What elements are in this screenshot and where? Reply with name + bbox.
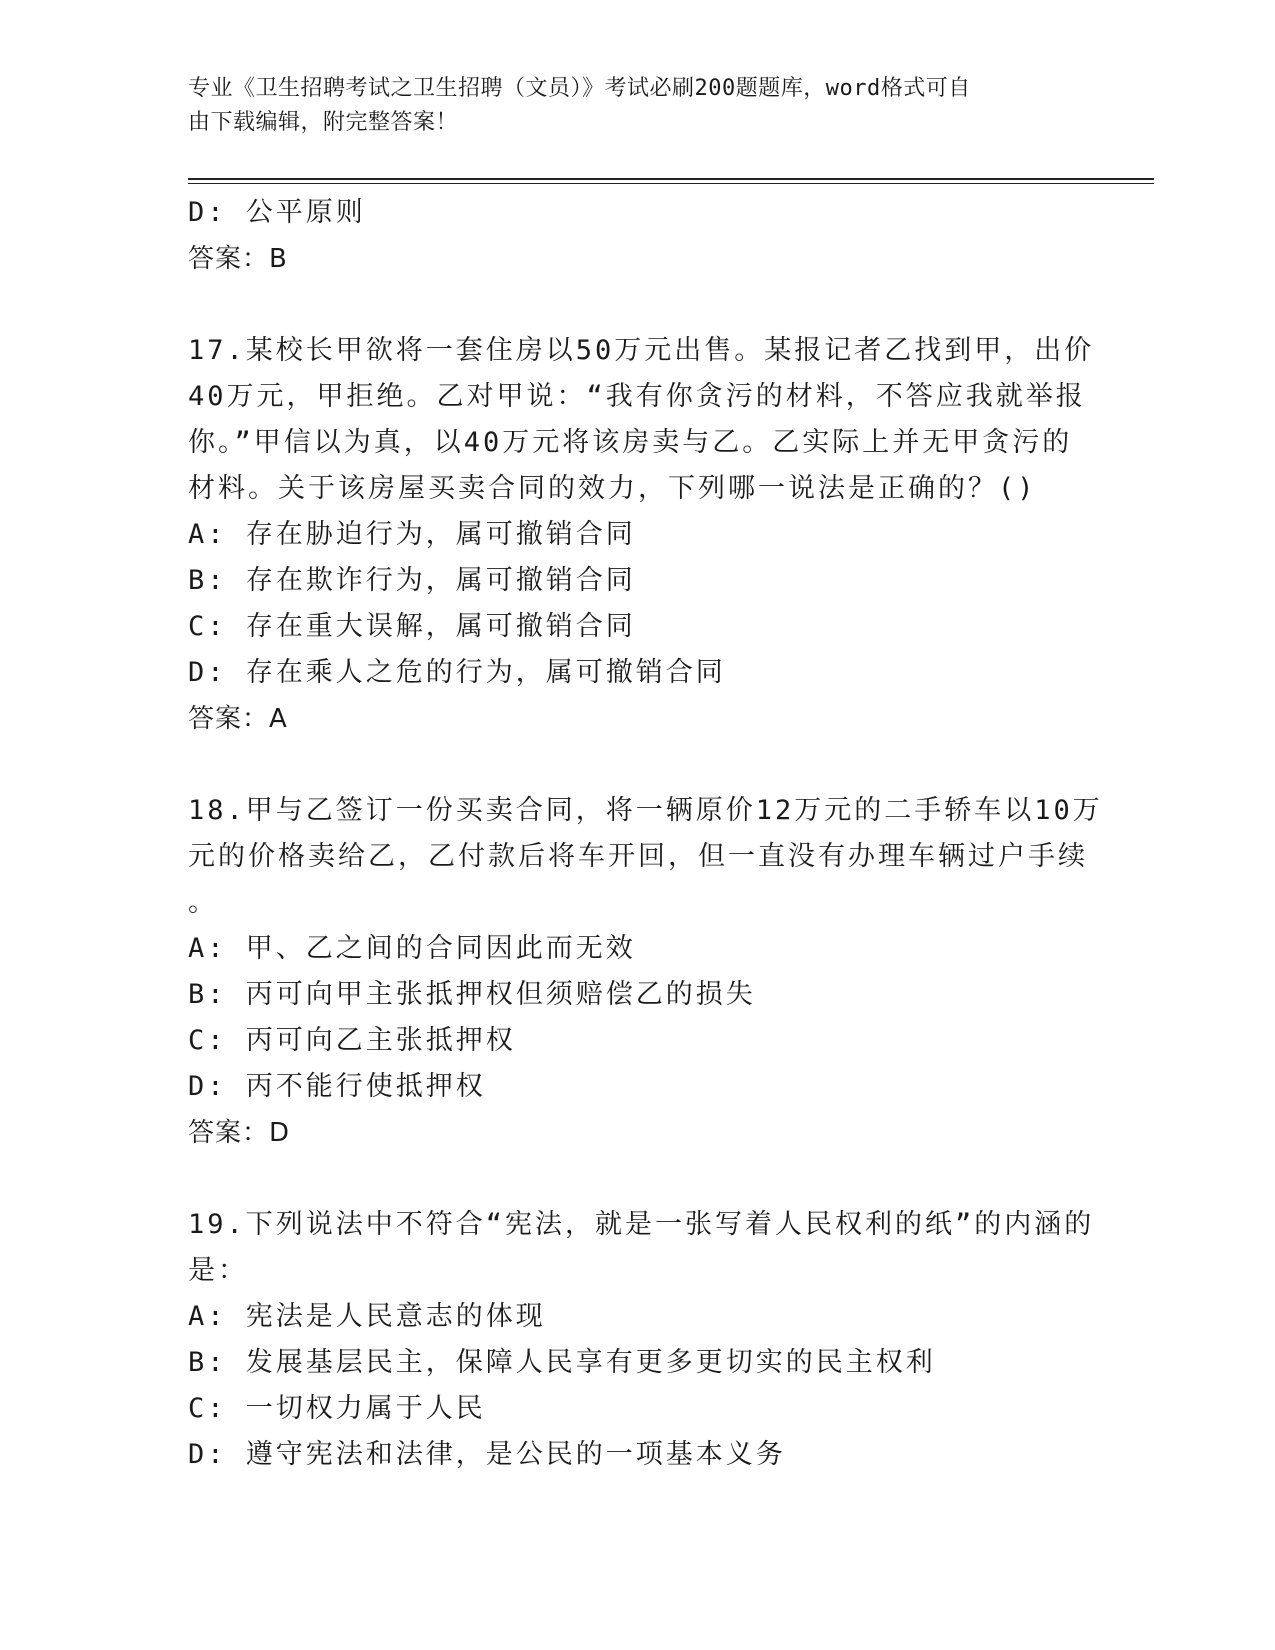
document-header	[188, 72, 1068, 140]
q17-stem-line-3: 你。”甲信以为真，以40万元将该房卖与乙。乙实际上并无甲贪污的	[188, 427, 1073, 458]
q17-option-c: C: 存在重大误解，属可撤销合同	[188, 611, 636, 642]
header-line-2: 由下载编辑，附完整答案！	[188, 110, 459, 135]
question-18	[188, 788, 1103, 1156]
question-content	[188, 190, 1103, 1478]
q19-option-a: A: 宪法是人民意志的体现	[188, 1301, 546, 1332]
q17-stem-line-1: 17.某校长甲欲将一套住房以50万元出售。某报记者乙找到甲，出价	[188, 335, 1095, 366]
spacer	[188, 282, 1088, 328]
q19-stem-line-1: 19.下列说法中不符合“宪法，就是一张写着人民权利的纸”的内涵的	[188, 1209, 1095, 1240]
question-19	[188, 1202, 1095, 1478]
q19-stem-line-2: 是：	[188, 1255, 248, 1286]
q18-option-a: A: 甲、乙之间的合同因此而无效	[188, 933, 636, 964]
header-divider-thick	[188, 178, 1154, 180]
q18-stem-line-1: 18.甲与乙签订一份买卖合同，将一辆原价12万元的二手轿车以10万	[188, 795, 1103, 826]
q18-stem-line-2: 元的价格卖给乙，乙付款后将车开回，但一直没有办理车辆过户手续	[188, 841, 1088, 872]
q17-answer: 答案：A	[188, 704, 288, 734]
q19-option-b: B: 发展基层民主，保障人民享有更多更切实的民主权利	[188, 1347, 936, 1378]
header-divider-thin	[188, 183, 1154, 184]
spacer	[188, 742, 1088, 788]
q18-answer: 答案：D	[188, 1118, 291, 1148]
header-line-1: 专业《卫生招聘考试之卫生招聘（文员）》考试必刷200题题库，word格式可自	[188, 76, 971, 101]
q17-stem-line-2: 40万元，甲拒绝。乙对甲说：“我有你贪污的材料，不答应我就举报	[188, 381, 1086, 412]
q17-option-b: B: 存在欺诈行为，属可撤销合同	[188, 565, 636, 596]
q17-option-d: D: 存在乘人之危的行为，属可撤销合同	[188, 657, 726, 688]
q18-stem-line-3: 。	[188, 887, 218, 918]
q18-option-b: B: 丙可向甲主张抵押权但须赔偿乙的损失	[188, 979, 756, 1010]
q18-option-c: C: 丙可向乙主张抵押权	[188, 1025, 516, 1056]
q19-option-d: D: 遵守宪法和法律，是公民的一项基本义务	[188, 1439, 786, 1470]
prev-answer: 答案：B	[188, 244, 288, 274]
q19-option-c: C: 一切权力属于人民	[188, 1393, 486, 1424]
q17-option-a: A: 存在胁迫行为，属可撤销合同	[188, 519, 636, 550]
q18-option-d: D: 丙不能行使抵押权	[188, 1071, 486, 1102]
prev-option-d: D: 公平原则	[188, 197, 366, 228]
q17-stem-line-4: 材料。关于该房屋买卖合同的效力，下列哪一说法是正确的？()	[188, 473, 1037, 504]
spacer	[188, 1156, 1088, 1202]
question-17	[188, 328, 1095, 742]
